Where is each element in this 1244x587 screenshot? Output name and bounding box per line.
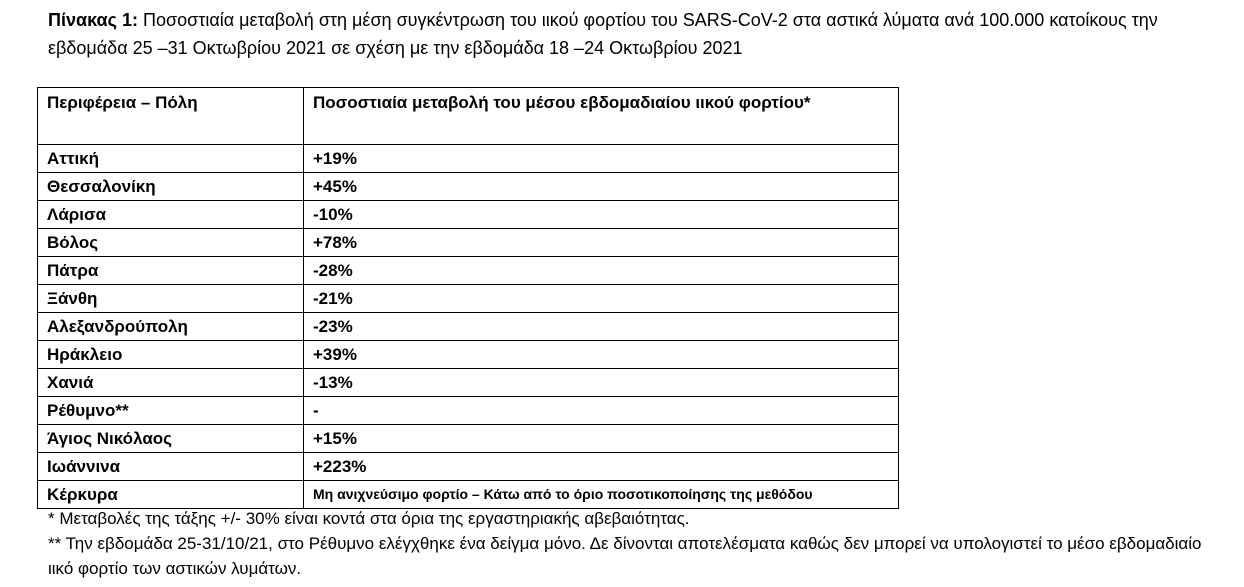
- table-row: [38, 145, 899, 173]
- table-header-row: [38, 88, 899, 145]
- table-row: [38, 229, 899, 257]
- table-row: [38, 285, 899, 313]
- region-cell: Πάτρα: [38, 257, 304, 285]
- change-cell: -21%: [304, 285, 899, 313]
- table-row: [38, 397, 899, 425]
- change-cell: +78%: [304, 229, 899, 257]
- table-row: [38, 341, 899, 369]
- region-cell: Ιωάννινα: [38, 453, 304, 481]
- region-cell: Λάρισα: [38, 201, 304, 229]
- region-cell: Ηράκλειο: [38, 341, 304, 369]
- change-cell: Μη ανιχνεύσιμο φορτίο – Κάτω από το όριο ποσοτικοποίησης της μεθόδου: [304, 481, 899, 509]
- table-row: [38, 257, 899, 285]
- change-cell: -10%: [304, 201, 899, 229]
- footnote: * Μεταβολές της τάξης +/- 30% είναι κοντά στα όρια της εργαστηριακής αβεβαιότητας.: [48, 509, 690, 528]
- region-cell: Αλεξανδρούπολη: [38, 313, 304, 341]
- table-caption: [48, 6, 1208, 62]
- table-row: [38, 425, 899, 453]
- caption-label: Πίνακας 1:: [48, 10, 138, 30]
- table-row: [38, 369, 899, 397]
- region-cell: Χανιά: [38, 369, 304, 397]
- table-row: [38, 201, 899, 229]
- change-cell: -28%: [304, 257, 899, 285]
- table-row: [38, 313, 899, 341]
- column-header-change: Ποσοστιαία μεταβολή του μέσου εβδομαδιαίου ιικού φορτίου*: [304, 88, 899, 145]
- change-cell: +39%: [304, 341, 899, 369]
- change-cell: +15%: [304, 425, 899, 453]
- region-cell: Ρέθυμνο**: [38, 397, 304, 425]
- table-row: [38, 453, 899, 481]
- viral-load-table: [37, 87, 899, 509]
- column-header-region: Περιφέρεια – Πόλη: [38, 88, 304, 145]
- region-cell: Θεσσαλονίκη: [38, 173, 304, 201]
- region-cell: Αττική: [38, 145, 304, 173]
- region-cell: Άγιος Νικόλαος: [38, 425, 304, 453]
- caption-text: Ποσοστιαία μεταβολή στη μέση συγκέντρωση του ιικού φορτίου του SARS-CoV-2 στα αστικά λύματα ανά 100.000 κατοίκους την εβδομάδα 25 –31 Οκτωβρίου 2021 σε σχέση με την εβδομάδα 18 –24 Οκτωβρίου 2021: [48, 10, 1158, 58]
- change-cell: +223%: [304, 453, 899, 481]
- change-cell: +45%: [304, 173, 899, 201]
- footnote: ** Την εβδομάδα 25-31/10/21, στο Ρέθυμνο ελέγχθηκε ένα δείγμα μόνο. Δε δίνονται αποτελέσματα καθώς δεν μπορεί να υπολογιστεί το μέσο εβδομαδιαίο ιικό φορτίο των αστικών λυμάτων.: [48, 534, 1202, 578]
- region-cell: Ξάνθη: [38, 285, 304, 313]
- footnotes: [48, 506, 1218, 581]
- region-cell: Βόλος: [38, 229, 304, 257]
- table-row: [38, 481, 899, 509]
- region-cell: Κέρκυρα: [38, 481, 304, 509]
- table-row: [38, 173, 899, 201]
- change-cell: +19%: [304, 145, 899, 173]
- change-cell: -13%: [304, 369, 899, 397]
- change-cell: -: [304, 397, 899, 425]
- change-cell: -23%: [304, 313, 899, 341]
